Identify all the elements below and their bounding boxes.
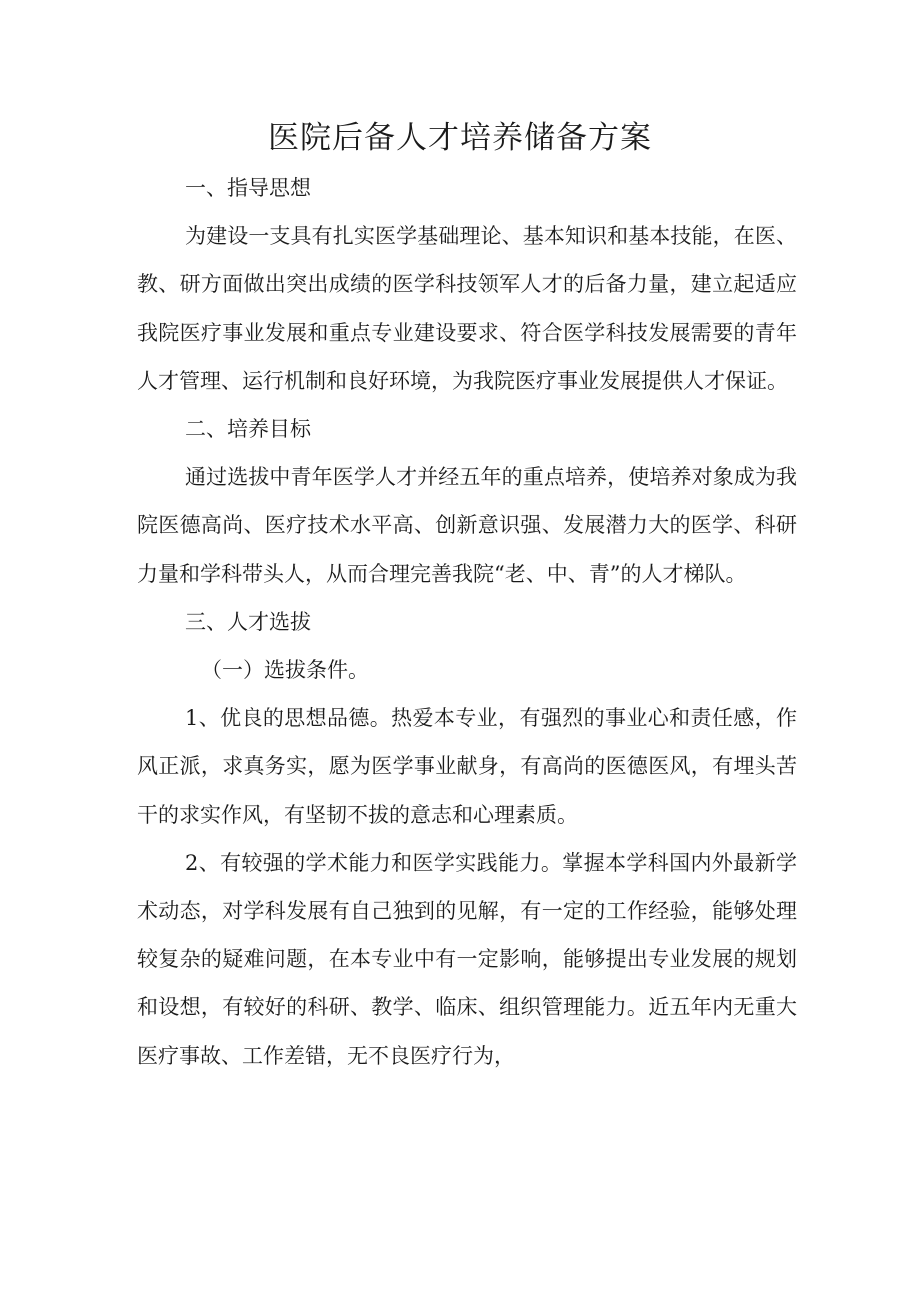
document-body [137, 164, 797, 1080]
paragraph-criterion-1: 1、优良的思想品德。热爱本专业，有强烈的事业心和责任感，作风正派，求真务实，愿为医学事业献身，有高尚的医德医风，有埋头苦干的求实作风，有坚韧不拔的意志和心理素质。 [137, 706, 797, 827]
section-heading-talent-selection: 三、人才选拔 [185, 609, 311, 634]
paragraph-criterion-2: 2、有较强的学术能力和医学实践能力。掌握本学科国内外最新学术动态，对学科发展有自己独到的见解，有一定的工作经验，能够处理较复杂的疑难问题，在本专业中有一定影响，能够提出专业发展的规划和设想，有较好的科研、教学、临床、组织管理能力。近五年内无重大医疗事故、工作差错，无不良医疗行为， [137, 850, 797, 1068]
section-heading-training-goals: 二、培养目标 [185, 417, 311, 442]
paragraph-training-goals: 通过选拔中青年医学人才并经五年的重点培养，使培养对象成为我院医德高尚、医疗技术水平高、创新意识强、发展潜力大的医学、科研力量和学科带头人，从而合理完善我院“老、中、青”的人才梯队。 [137, 465, 797, 586]
document-title: 医院后备人才培养储备方案 [268, 120, 652, 156]
subheading-selection-criteria: （一）选拔条件。 [201, 658, 369, 683]
section-heading-guiding-ideology: 一、指导思想 [185, 176, 311, 200]
paragraph-guiding-ideology: 为建设一支具有扎实医学基础理论、基本知识和基本技能，在医、教、研方面做出突出成绩的医学科技领军人才的后备力量，建立起适应我院医疗事业发展和重点专业建设要求、符合医学科技发展需要的青年人才管理、运行机制和良好环境，为我院医疗事业发展提供人才保证。 [137, 224, 797, 393]
